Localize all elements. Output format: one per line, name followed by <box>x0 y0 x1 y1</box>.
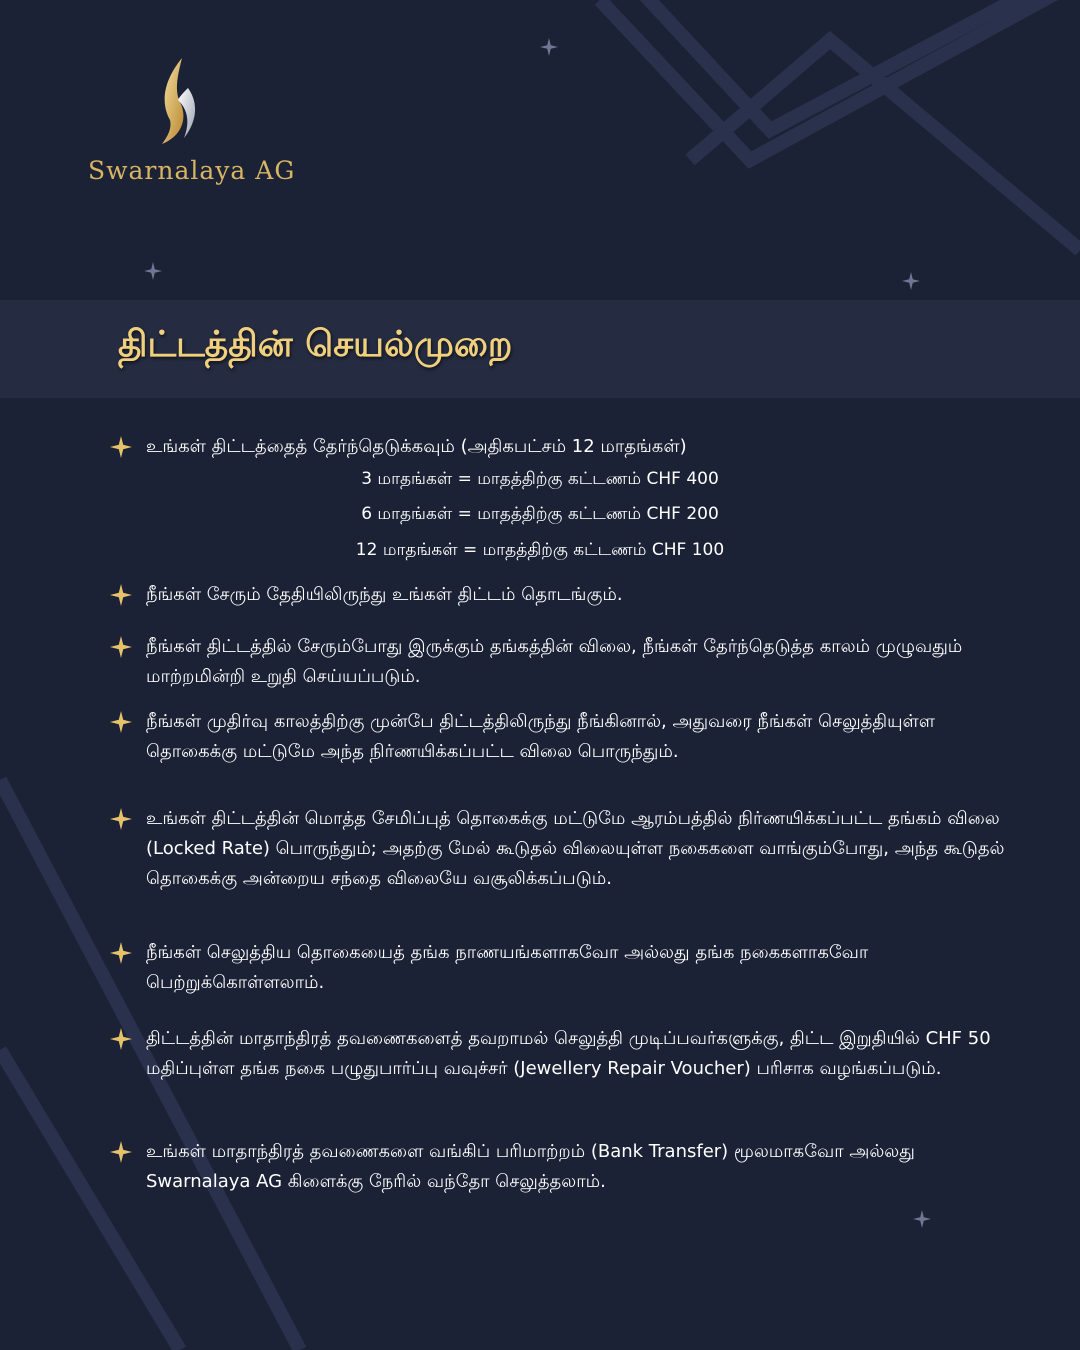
sparkle-bullet-icon <box>110 808 132 830</box>
plan-option: 3 மாதங்கள் = மாதத்திற்கு கட்டணம் CHF 400 <box>361 469 719 489</box>
brand-logo <box>88 58 296 198</box>
sparkle-bullet-icon <box>110 1028 132 1050</box>
sparkle-bullet-icon <box>110 436 132 458</box>
list-item-text: உங்கள் மாதாந்திரத் தவணைகளை வங்கிப் பரிமாற்றம் (Bank Transfer) மூலமாகவோ அல்லது Swarnalaya AG கிளைக்கு நேரில் வந்தோ செலுத்தலாம். <box>146 1141 915 1192</box>
list-item-text: திட்டத்தின் மாதாந்திரத் தவணைகளைத் தவறாமல் செலுத்தி முடிப்பவர்களுக்கு, திட்ட இறுதியில் CHF 50 மதிப்புள்ள தங்க நகை பழுதுபார்ப்பு வவுச்சர் (Jewellery Repair Voucher) பரிசாக வழங்கப்படும். <box>146 1028 991 1079</box>
brand-name: Swarnalaya AG <box>88 156 296 185</box>
sparkle-bullet-icon <box>110 584 132 606</box>
sparkle-icon <box>902 272 920 290</box>
list-item-text: நீங்கள் முதிர்வு காலத்திற்கு முன்பே திட்டத்திலிருந்து நீங்கினால், அதுவரை நீங்கள் செலுத்தியுள்ள தொகைக்கு மட்டுமே அந்த நிர்ணயிக்கப்பட்ட விலை பொருந்தும். <box>146 711 936 762</box>
list-item-text: உங்கள் திட்டத்தைத் தேர்ந்தெடுக்கவும் (அதிகபட்சம் 12 மாதங்கள்) <box>146 436 687 457</box>
plan-option: 6 மாதங்கள் = மாதத்திற்கு கட்டணம் CHF 200 <box>361 504 719 524</box>
flame-logo-icon <box>158 58 202 144</box>
sparkle-bullet-icon <box>110 636 132 658</box>
sparkle-bullet-icon <box>110 1141 132 1163</box>
list-item-text: நீங்கள் சேரும் தேதியிலிருந்து உங்கள் திட்டம் தொடங்கும். <box>146 584 623 605</box>
plan-option: 12 மாதங்கள் = மாதத்திற்கு கட்டணம் CHF 100 <box>355 540 725 560</box>
sparkle-icon <box>913 1210 931 1228</box>
page-title: திட்டத்தின் செயல்முறை <box>118 324 513 365</box>
sparkle-bullet-icon <box>110 942 132 964</box>
list-item-text: நீங்கள் செலுத்திய தொகையைத் தங்க நாணயங்களாகவோ அல்லது தங்க நகைகளாகவோ பெற்றுக்கொள்ளலாம். <box>146 942 869 993</box>
sparkle-icon <box>144 262 162 280</box>
list-item-text: உங்கள் திட்டத்தின் மொத்த சேமிப்புத் தொகைக்கு மட்டுமே ஆரம்பத்தில் நிர்ணயிக்கப்பட்ட தங்கம் விலை (Locked Rate) பொருந்தும்; அதற்கு மேல் கூடுதல் விலையுள்ள நகைகளை வாங்கும்போது, அந்த கூடுதல் தொகைக்கு அன்றைய சந்தை விலையே வசூலிக்கப்படும். <box>146 808 1005 889</box>
sparkle-bullet-icon <box>110 711 132 733</box>
list-item-text: நீங்கள் திட்டத்தில் சேரும்போது இருக்கும் தங்கத்தின் விலை, நீங்கள் தேர்ந்தெடுத்த காலம் முழுவதும் மாற்றமின்றி உறுதி செய்யப்படும். <box>146 636 963 687</box>
sparkle-icon <box>540 38 558 56</box>
